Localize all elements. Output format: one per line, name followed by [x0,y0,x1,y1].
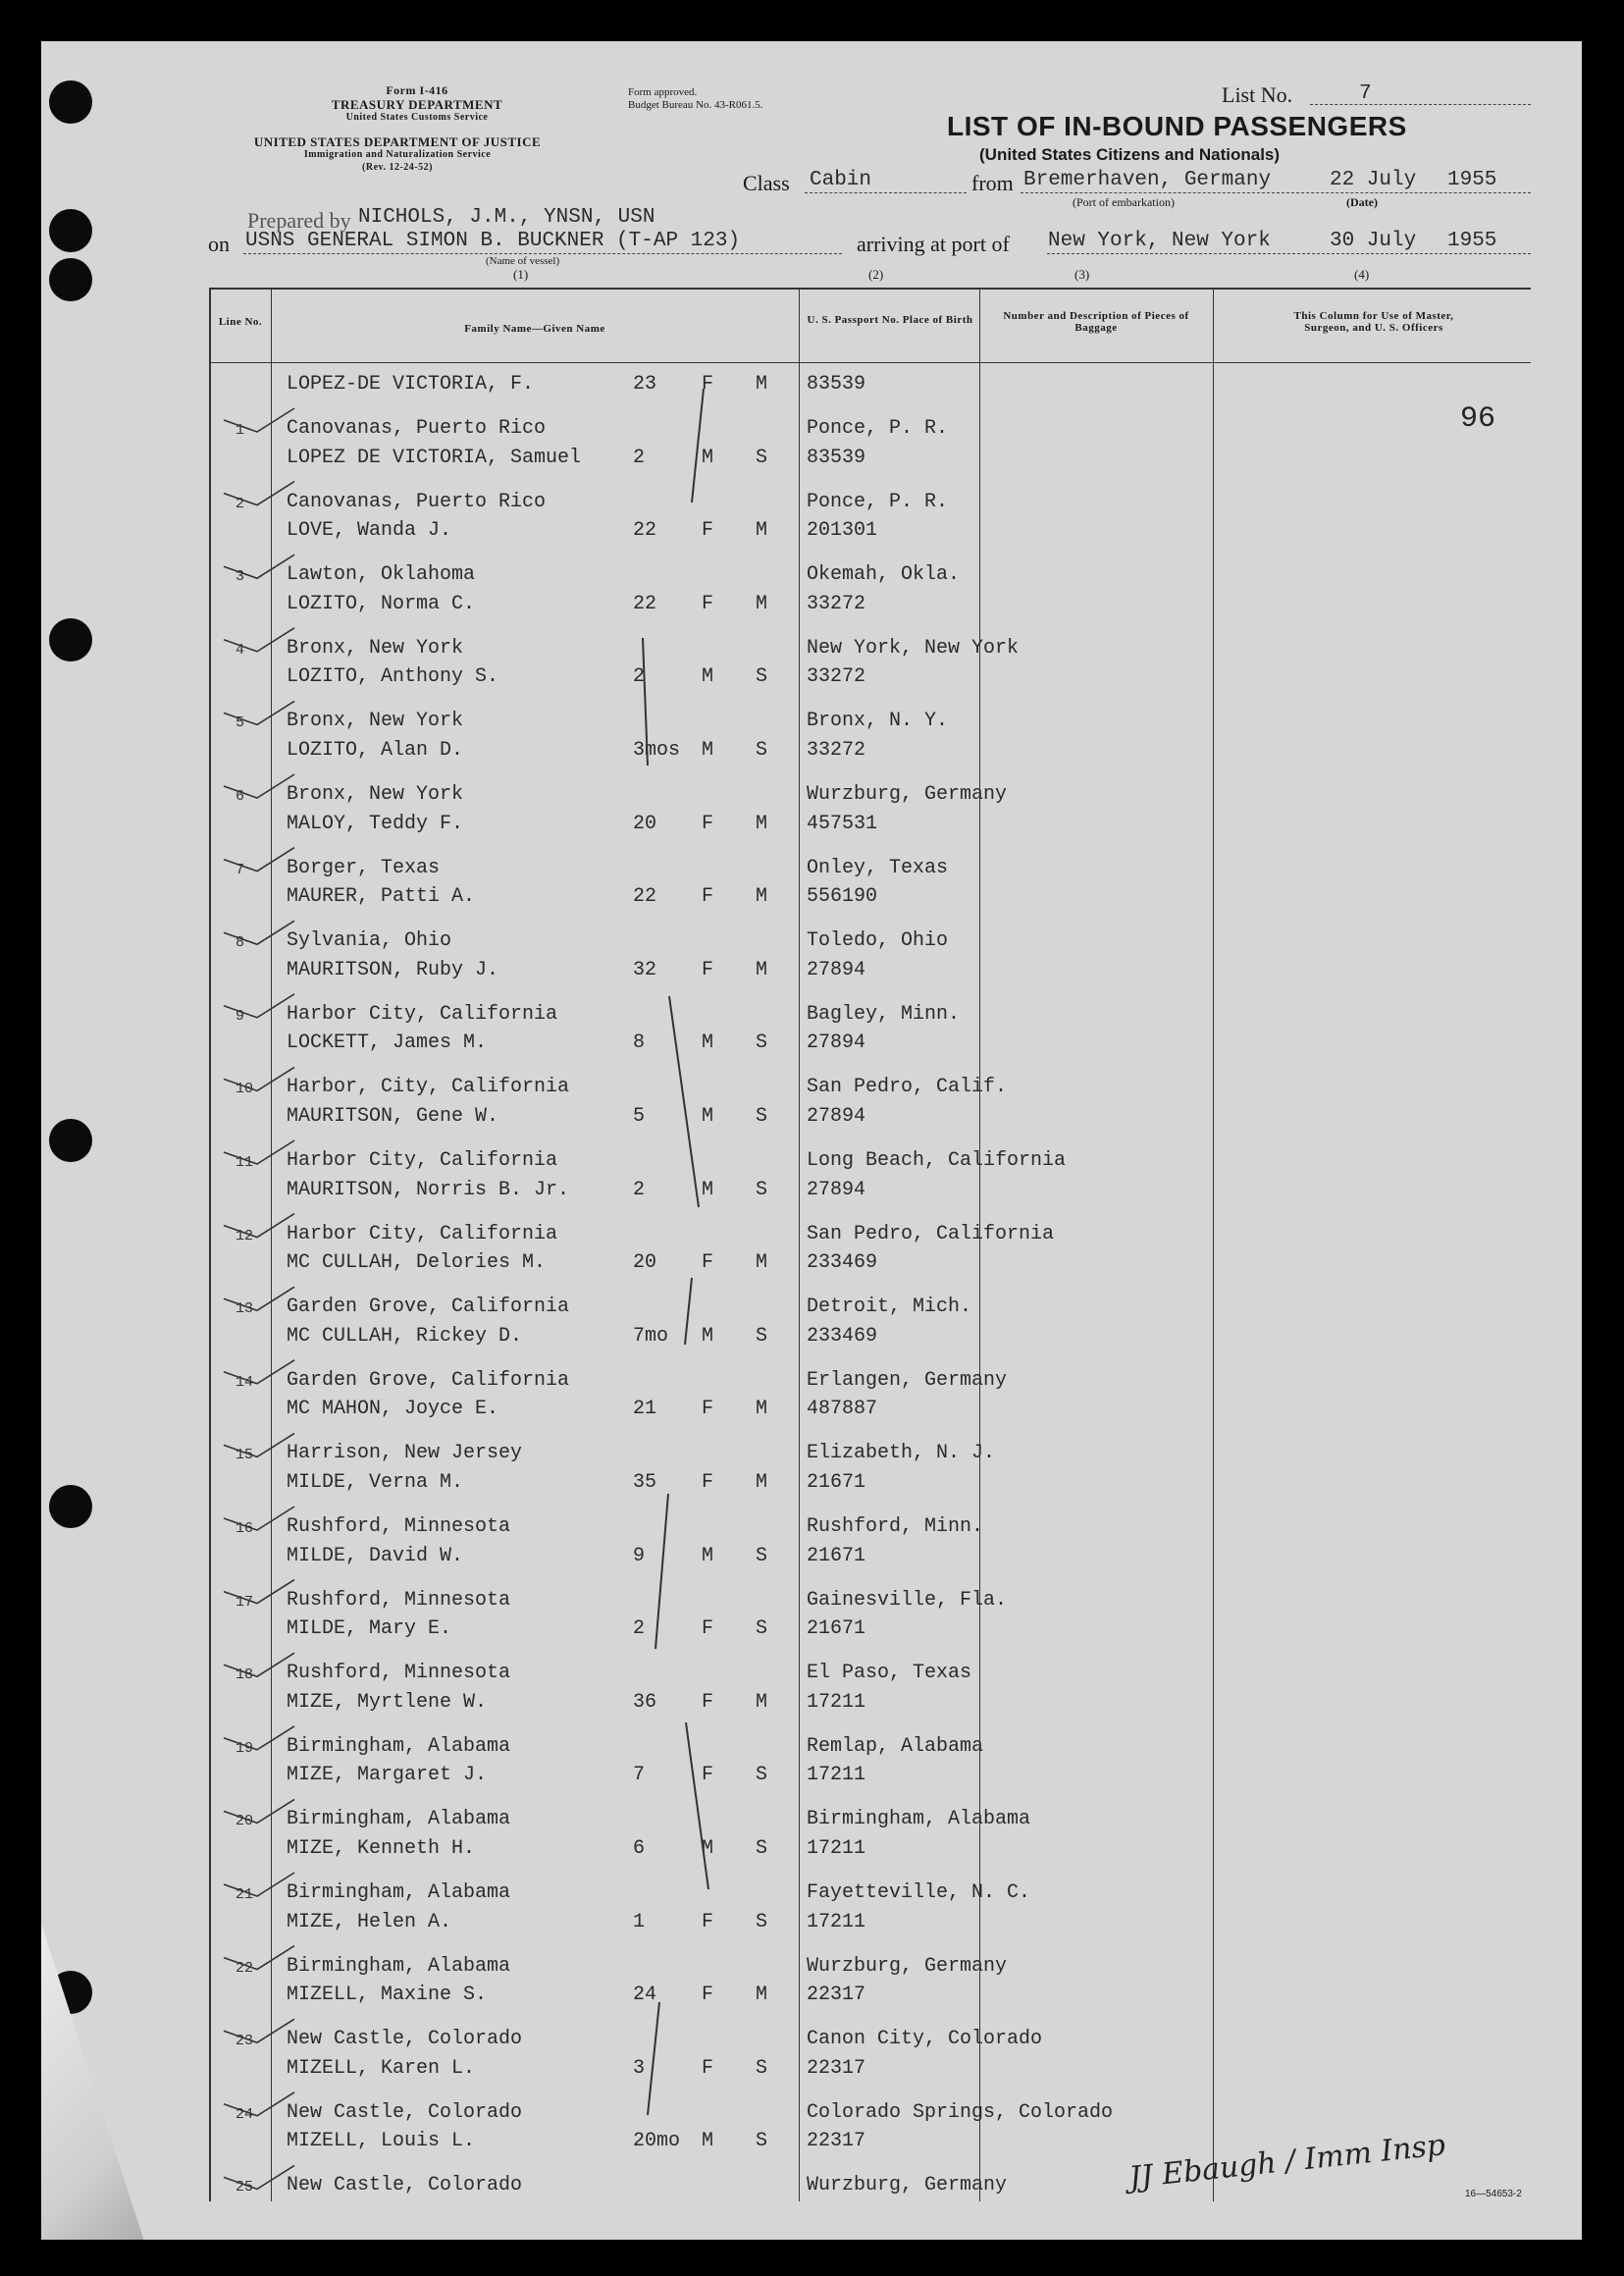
passenger-marital-status: S [756,1544,768,1567]
col-number-1: (1) [513,267,529,282]
passenger-sex: F [702,373,714,396]
passenger-sex: M [702,1544,714,1567]
passenger-marital-status: S [756,1178,768,1201]
punch-hole [49,618,92,662]
passport-number: 17211 [807,1690,866,1714]
passenger-marital-status: M [756,1471,768,1494]
col-divider-line [209,288,211,2201]
passenger-sex: M [702,665,714,689]
passenger-name: MIZE, Kenneth H. [287,1837,476,1860]
residence: Rushford, Minnesota [287,1662,511,1685]
passenger-age: 35 [633,1471,657,1494]
passenger-age: 21 [633,1398,657,1421]
passenger-age: 2 [633,446,646,469]
residence: Birmingham, Alabama [287,1881,511,1904]
arrival-date: 30 July [1330,230,1417,252]
dept-justice-sub: Immigration and Naturalization Service [303,149,492,160]
passenger-marital-status: S [756,1032,768,1055]
passport-number: 21671 [807,1471,866,1494]
residence: Bronx, New York [287,636,464,660]
passport-number: 17211 [807,1764,866,1787]
passenger-sex: F [702,1398,714,1421]
place-of-birth: Canon City, Colorado [807,2028,1043,2051]
passenger-age: 23 [633,373,657,396]
residence: Borger, Texas [287,856,441,879]
col-divider-officers [1213,288,1214,2201]
col-number-3: (3) [1074,267,1090,282]
passenger-sex: M [702,446,714,469]
passenger-marital-status: M [756,1251,768,1275]
line-number: 20 [236,1813,254,1830]
vessel-underline [243,253,842,254]
passenger-age: 3mos [633,739,681,762]
from-year: 1955 [1447,169,1497,191]
passport-number: 33272 [807,665,866,689]
passenger-sex: M [702,1178,714,1201]
passenger-sex: F [702,1690,714,1714]
line-number: 16 [236,1520,254,1537]
line-number: 11 [236,1154,254,1171]
passenger-marital-status: M [756,1984,768,2007]
passport-number: 556190 [807,885,878,909]
place-of-birth: El Paso, Texas [807,1662,972,1685]
arrival-port: New York, New York [1048,230,1271,252]
passport-number: 487887 [807,1398,878,1421]
passenger-name: LOCKETT, James M. [287,1032,488,1055]
passport-number: 22317 [807,1984,866,2007]
residence: Harrison, New Jersey [287,1442,523,1465]
passport-number: 27894 [807,1178,866,1201]
line-number: 12 [236,1227,254,1244]
passport-number: 233469 [807,1251,878,1275]
passenger-sex: F [702,885,714,909]
col-number-2: (2) [868,267,884,282]
port-embarkation-label: (Port of embarkation) [1073,195,1175,209]
residence: Canovanas, Puerto Rico [287,490,547,513]
passport-number: 83539 [807,373,866,396]
residence: Birmingham, Alabama [287,1954,511,1978]
passenger-marital-status: M [756,885,768,909]
passport-number: 457531 [807,812,878,835]
prepared-by-value: NICHOLS, J.M., YNSN, USN [358,206,655,229]
passenger-marital-status: S [756,739,768,762]
passenger-name: MILDE, Verna M. [287,1471,464,1494]
passport-number: 17211 [807,1837,866,1860]
line-number: 2 [236,495,245,512]
passenger-sex: M [702,2130,714,2153]
line-number: 8 [236,934,245,952]
place-of-birth: Wurzburg, Germany [807,1954,1008,1978]
residence: Bronx, New York [287,783,464,806]
punch-hole [49,1485,92,1528]
from-value: Bremerhaven, Germany [1023,169,1272,191]
passenger-sex: F [702,519,714,543]
dept-treasury: TREASURY DEPARTMENT [331,97,503,112]
passenger-name: LOPEZ DE VICTORIA, Samuel [287,446,582,469]
passport-number: 21671 [807,1544,866,1567]
passenger-sex: F [702,1251,714,1275]
residence: Birmingham, Alabama [287,1734,511,1758]
residence: Garden Grove, California [287,1368,570,1392]
passport-number: 83539 [807,446,866,469]
residence: Birmingham, Alabama [287,1808,511,1831]
passenger-age: 8 [633,1032,646,1055]
col-number-4: (4) [1354,267,1370,282]
place-of-birth: Ponce, P. R. [807,417,949,440]
passenger-name: LOVE, Wanda J. [287,519,452,543]
passenger-age: 22 [633,519,657,543]
passenger-name: LOPEZ-DE VICTORIA, F. [287,373,535,396]
residence: New Castle, Colorado [287,2174,523,2197]
line-number: 25 [236,2179,254,2197]
class-value: Cabin [810,169,872,191]
place-of-birth: Detroit, Mich. [807,1296,972,1319]
passenger-name: LOZITO, Norma C. [287,592,476,615]
place-of-birth: Erlangen, Germany [807,1368,1008,1392]
passenger-marital-status: S [756,1910,768,1933]
passenger-marital-status: M [756,958,768,981]
passport-number: 33272 [807,739,866,762]
passenger-name: MIZELL, Maxine S. [287,1984,488,2007]
passenger-sex: F [702,592,714,615]
passenger-age: 1 [633,1910,646,1933]
passenger-sex: F [702,1617,714,1641]
passport-number: 233469 [807,1324,878,1348]
col-header-passport: U. S. Passport No. Place of Birth [807,314,973,326]
col-divider-name [271,288,272,2201]
place-of-birth: Wurzburg, Germany [807,2174,1008,2197]
passenger-age: 2 [633,1617,646,1641]
line-number: 3 [236,568,245,586]
passenger-name: MAURITSON, Norris B. Jr. [287,1178,570,1201]
place-of-birth: San Pedro, Calif. [807,1076,1008,1099]
passenger-age: 20 [633,812,657,835]
place-of-birth: Colorado Springs, Colorado [807,2100,1114,2124]
passenger-sex: F [702,812,714,835]
passenger-name: MILDE, David W. [287,1544,464,1567]
line-number: 9 [236,1007,245,1025]
place-of-birth: San Pedro, California [807,1222,1055,1245]
residence: Rushford, Minnesota [287,1515,511,1538]
place-of-birth: Rushford, Minn. [807,1515,984,1538]
passenger-age: 2 [633,665,646,689]
passenger-sex: F [702,1764,714,1787]
place-of-birth: Okemah, Okla. [807,563,961,587]
line-number: 13 [236,1300,254,1318]
place-of-birth: Elizabeth, N. J. [807,1442,996,1465]
passenger-age: 3 [633,2056,646,2080]
passenger-name: MC MAHON, Joyce E. [287,1398,499,1421]
line-number: 10 [236,1081,254,1098]
passport-number: 22317 [807,2056,866,2080]
passenger-name: MC CULLAH, Delories M. [287,1251,547,1275]
passport-number: 17211 [807,1910,866,1933]
punch-hole [49,80,92,124]
line-number: 21 [236,1886,254,1903]
passenger-age: 9 [633,1544,646,1567]
place-of-birth: Fayetteville, N. C. [807,1881,1031,1904]
place-of-birth: Bronx, N. Y. [807,710,949,733]
passenger-name: MAURITSON, Ruby J. [287,958,499,981]
passenger-age: 20 [633,1251,657,1275]
arrival-year: 1955 [1447,230,1497,252]
place-of-birth: Birmingham, Alabama [807,1808,1031,1831]
table-top-border [209,288,1531,290]
dept-treasury-sub: United States Customs Service [345,112,489,123]
passenger-age: 5 [633,1105,646,1128]
passport-number: 27894 [807,1105,866,1128]
punch-hole [49,209,92,252]
passenger-sex: F [702,1984,714,2007]
passenger-age: 7 [633,1764,646,1787]
residence: Rushford, Minnesota [287,1588,511,1612]
residence: New Castle, Colorado [287,2028,523,2051]
col-divider-passport [799,288,800,2201]
passenger-marital-status: M [756,812,768,835]
passenger-name: MIZELL, Louis L. [287,2130,476,2153]
residence: Harbor City, California [287,1002,558,1026]
passenger-age: 7mo [633,1324,669,1348]
line-number: 15 [236,1447,254,1464]
footer-code: 16—54653-2 [1465,2189,1522,2199]
passenger-sex: F [702,1910,714,1933]
passenger-marital-status: M [756,592,768,615]
passenger-marital-status: S [756,2130,768,2153]
place-of-birth: Remlap, Alabama [807,1734,984,1758]
prepared-by-label: Prepared by [247,208,351,233]
passport-number: 201301 [807,519,878,543]
page-title: LIST OF IN-BOUND PASSENGERS [947,111,1407,141]
passenger-sex: F [702,2056,714,2080]
passenger-marital-status: S [756,1617,768,1641]
passport-number: 27894 [807,958,866,981]
passenger-age: 22 [633,885,657,909]
passenger-marital-status: S [756,2056,768,2080]
passenger-marital-status: S [756,446,768,469]
residence: Garden Grove, California [287,1296,570,1319]
passenger-name: MILDE, Mary E. [287,1617,452,1641]
passenger-marital-status: M [756,519,768,543]
passenger-marital-status: S [756,1324,768,1348]
line-number: 24 [236,2105,254,2123]
list-no-value: 7 [1359,82,1372,105]
passenger-sex: M [702,1032,714,1055]
passenger-sex: F [702,958,714,981]
passenger-age: 22 [633,592,657,615]
passport-number: 21671 [807,1617,866,1641]
passenger-sex: M [702,1837,714,1860]
from-date: 22 July [1330,169,1417,191]
date-label: (Date) [1346,195,1378,209]
passenger-name: MIZE, Margaret J. [287,1764,488,1787]
from-label: from [971,171,1014,195]
punch-hole [49,258,92,301]
passport-number: 27894 [807,1032,866,1055]
line-number: 23 [236,2033,254,2050]
passenger-name: MAURER, Patti A. [287,885,476,909]
passenger-name: MIZE, Myrtlene W. [287,1690,488,1714]
list-no-label: List No. [1222,82,1293,107]
line-number: 14 [236,1373,254,1391]
line-number: 5 [236,715,245,732]
passenger-sex: M [702,1105,714,1128]
col-header-name: Family Name—Given Name [464,323,605,335]
passenger-age: 6 [633,1837,646,1860]
page-stamp: 96 [1460,402,1496,436]
residence: Harbor, City, California [287,1076,570,1099]
arriving-label: arriving at port of [857,232,1010,256]
arrival-underline [1047,253,1531,254]
line-number: 1 [236,422,245,439]
passenger-marital-status: M [756,373,768,396]
passenger-sex: F [702,1471,714,1494]
place-of-birth: New York, New York [807,636,1020,660]
residence: Harbor City, California [287,1222,558,1245]
form-approved: Form approved. [628,86,698,98]
residence: Canovanas, Puerto Rico [287,417,547,440]
place-of-birth: Bagley, Minn. [807,1002,961,1026]
line-number: 19 [236,1739,254,1757]
passenger-age: 20mo [633,2130,681,2153]
passenger-name: LOZITO, Anthony S. [287,665,499,689]
passport-number: 22317 [807,2130,866,2153]
inspector-signature: JJ Ebaugh / Imm Insp [1127,2128,1447,2196]
residence: Harbor City, California [287,1149,558,1172]
place-of-birth: Long Beach, California [807,1149,1067,1172]
passenger-marital-status: S [756,1837,768,1860]
col-header-baggage: Number and Description of Pieces of Baggage [1003,310,1189,334]
residence: Sylvania, Ohio [287,929,452,953]
place-of-birth: Wurzburg, Germany [807,783,1008,806]
revision-date: (Rev. 12-24-52) [362,162,433,173]
passport-number: 33272 [807,592,866,615]
punch-hole [49,1119,92,1162]
passenger-marital-status: S [756,1105,768,1128]
line-number: 4 [236,641,245,659]
class-underline [805,192,967,193]
passenger-name: MIZE, Helen A. [287,1910,452,1933]
passenger-marital-status: M [756,1690,768,1714]
passenger-name: LOZITO, Alan D. [287,739,464,762]
vessel-label: (Name of vessel) [486,255,560,267]
form-id: Form I-416 [386,83,448,97]
place-of-birth: Onley, Texas [807,856,949,879]
on-label: on [208,232,230,256]
residence: Bronx, New York [287,710,464,733]
col-header-officers: This Column for Use of Master, Surgeon, and U. S. Officers [1293,310,1454,334]
budget-bureau: Budget Bureau No. 43-R061.5. [628,99,763,111]
passenger-age: 2 [633,1178,646,1201]
passenger-name: MC CULLAH, Rickey D. [287,1324,523,1348]
line-number: 17 [236,1593,254,1611]
table-header-border [209,362,1531,363]
line-number: 22 [236,1959,254,1977]
vessel-name: USNS GENERAL SIMON B. BUCKNER (T-AP 123) [245,230,741,252]
passenger-marital-status: S [756,665,768,689]
passenger-name: MIZELL, Karen L. [287,2056,476,2080]
passenger-sex: M [702,1324,714,1348]
passenger-age: 32 [633,958,657,981]
line-number: 18 [236,1667,254,1684]
col-header-line: Line No. [218,316,263,328]
passenger-name: MALOY, Teddy F. [287,812,464,835]
place-of-birth: Gainesville, Fla. [807,1588,1008,1612]
passenger-age: 24 [633,1984,657,2007]
passenger-name: MAURITSON, Gene W. [287,1105,499,1128]
passenger-marital-status: S [756,1764,768,1787]
place-of-birth: Ponce, P. R. [807,490,949,513]
dept-justice: UNITED STATES DEPARTMENT OF JUSTICE [253,134,542,149]
passenger-age: 36 [633,1690,657,1714]
place-of-birth: Toledo, Ohio [807,929,949,953]
from-underline [1021,192,1531,193]
passenger-sex: M [702,739,714,762]
residence: New Castle, Colorado [287,2100,523,2124]
passenger-marital-status: M [756,1398,768,1421]
list-no-underline [1310,104,1531,105]
residence: Lawton, Oklahoma [287,563,476,587]
line-number: 6 [236,788,245,805]
page-subtitle: (United States Citizens and Nationals) [979,145,1281,164]
class-label: Class [743,171,790,195]
line-number: 7 [236,861,245,878]
